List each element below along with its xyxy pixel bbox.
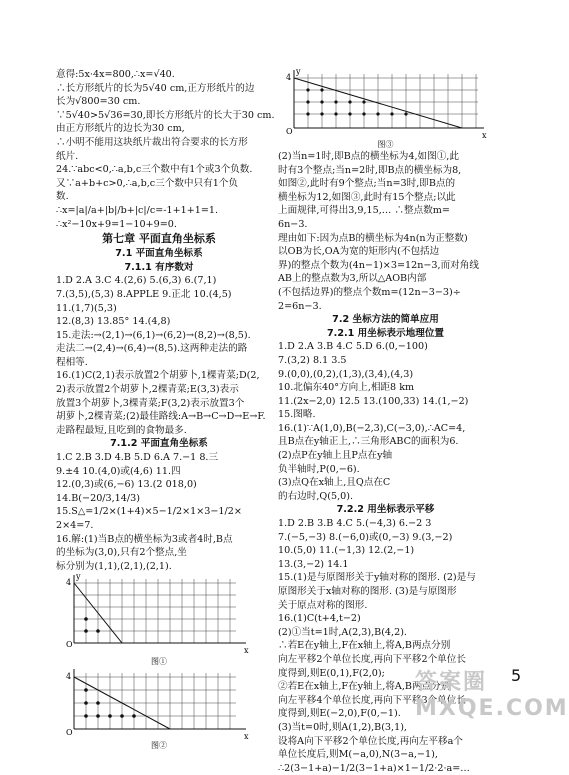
text-line: 1.D 2.A 3.B 4.C 5.D 6.(0,−100)	[278, 341, 428, 353]
text-line: (2)①当t=1时,A(2,3),B(4,2).	[278, 626, 407, 638]
svg-text:O: O	[286, 127, 293, 136]
text-line: 16.解:(1)当B点的横坐标为3或者4时,B点	[56, 533, 233, 545]
text-line: 走法二→(2,4)→(6,4)→(8,5).这两种走法的路	[56, 343, 248, 355]
text-line: 程相等.	[56, 356, 88, 368]
text-line: ∴2(3−1+a)−1/2(3−1+a)×1−1/2·2·a=…	[278, 762, 470, 774]
text-line: 的坐标为(3,0),只有2个整点,坐	[56, 547, 187, 559]
text-line: ∴小明不能用这块纸片裁出符合要求的长方形	[56, 136, 248, 148]
section-7-2-title: 7.2 坐标方法的简单应用	[332, 314, 439, 326]
text-line: 15.S△=1/2×(1+4)×5−1/2×1×3−1/2×	[56, 506, 242, 518]
text-line: 如图②,此时有9个整点;当n=3时,即B点的	[278, 178, 456, 190]
text-line: 度得到,则E(−2,0),F(0,−1).	[278, 708, 401, 720]
text-line: 11.(1,7)(5,3)	[56, 302, 117, 314]
text-line: (2)点P在y轴上且P点在y轴	[278, 450, 393, 462]
right-lines-a	[278, 150, 493, 313]
text-line: 上面规律,可得出3,9,15,… ∴整点数m=	[278, 205, 450, 217]
text-line: 向左平移4个单位长度,再向下平移3个单位长	[278, 694, 466, 706]
text-line: 走路程最短,且吃到的食物最多.	[56, 424, 187, 436]
text-line: 由正方形纸片的边长为30 cm,	[56, 123, 185, 135]
text-line: 1.D 2.A 3.C 4.(2,6) 5.(6,3) 6.(7,1)	[56, 275, 217, 287]
text-line: 10.(5,0) 11.(−1,3) 12.(2,−1)	[278, 545, 415, 557]
text-line: ∵5√40>5√36=30,即长方形纸片的长大于30 cm.	[56, 109, 275, 121]
text-line: 7.(−5,−3) 8.(−6,0)或(0,−3) 9.(3,−2)	[278, 531, 453, 543]
text-line: (3)当t=0时,则A(1,2),B(3,1),	[278, 721, 407, 733]
subsection-7-2-2-title: 7.2.2 用坐标表示平移	[336, 504, 435, 516]
text-line: 标分别为(1,1),(2,1),(2,1).	[56, 560, 172, 572]
text-line: 意得:5x·4x=800,∴x=√40.	[56, 69, 175, 80]
text-line: AB上的整点数为3,所以△AOB内部	[278, 273, 427, 285]
text-line: 12.(8,3) 13.85° 14.(4,8)	[56, 316, 171, 328]
text-line: 7.(3,5),(5,3) 8.APPLE 9.正北 10.(4,5)	[56, 288, 232, 300]
text-line: 9.±4 10.(4,0)或(4,6) 11.四	[56, 465, 181, 477]
text-line: 界)的整点个数为(4n−1)×3=12n−3,而对角线	[278, 259, 479, 271]
figure-1-graph	[56, 573, 262, 657]
text-line: 胡萝卜,2棵青菜;(2)最佳路线:A→B→C→D→E→F.	[56, 411, 266, 423]
page-number: 5	[511, 666, 522, 685]
text-line: 24.∵abc<0,∴a,b,c三个数中有1个或3个负数.	[56, 164, 253, 176]
figure-2-caption: 图②	[151, 741, 167, 751]
text-line: 理由如下:因为点B的横坐标为4n(n为正整数)	[278, 232, 468, 244]
figure-3	[278, 68, 493, 150]
text-line: 长为√800=30 cm.	[56, 96, 141, 108]
text-line: 关于原点对称的图形.	[278, 599, 368, 611]
watermark: 答案圈 MXQE.COM	[415, 670, 569, 721]
svg-text:x: x	[482, 131, 487, 140]
text-line: 12.(0,3)或(6,−6) 13.(2 018,0)	[56, 479, 197, 491]
text-line: 负半轴时,P(0,−6).	[278, 463, 360, 475]
svg-text:x: x	[244, 732, 249, 742]
figure-1	[56, 573, 262, 667]
text-line: 9.(0,0),(0,2),(1,3),(3,4),(4,3)	[278, 368, 414, 380]
text-line: 且B点在y轴正上,∴三角形ABC的面积为6.	[278, 436, 459, 448]
text-line: 2×4=7.	[56, 520, 94, 531]
svg-text:4: 4	[66, 578, 72, 588]
figure-1-caption: 图①	[151, 657, 167, 667]
text-line: ∴长方形纸片的长为5√40 cm,正方形纸片的边	[56, 82, 255, 94]
figure-2	[56, 667, 262, 751]
text-line: 单位长度后,则M(−a,0),N(3−a,−1),	[278, 749, 438, 761]
figure-3-graph	[278, 68, 493, 140]
text-line: 又∵a+b+c>0,∴a,b,c三个数中只有1个负	[56, 177, 238, 189]
text-line: 15.(1)是与原图形关于y轴对称的图形. (2)是与	[278, 572, 476, 584]
text-line: 数.	[56, 191, 69, 203]
svg-text:O: O	[66, 640, 73, 650]
subsection-7-2-1-title: 7.2.1 用坐标表示地理位置	[327, 327, 444, 339]
figure-2-graph	[56, 667, 262, 741]
text-line: 16.(1)C(t+4,t−2)	[278, 613, 361, 625]
text-line: ∴若E在y轴上,F在x轴上,将A,B两点分别	[278, 640, 451, 652]
svg-text:y: y	[76, 572, 81, 582]
text-line: 度得到,则E(0,1),F(2,0);	[278, 667, 385, 679]
text-line: 原图形关于x轴对称的图形. (3)是与原图形	[278, 586, 457, 597]
text-line: 13.(3,−2) 14.1	[278, 558, 349, 570]
text-line: (不包括边界)的整点个数m=(12n−3−3)÷	[278, 286, 461, 298]
text-line: (2)当n=1时,即B点的横坐标为4,如图①,此	[278, 151, 459, 162]
text-line: 横坐标为12,如图③,此时有15个整点;以此	[278, 191, 456, 203]
text-line: 16.(1)C(2,1)表示放置2个胡萝卜,1棵青菜;D(2,	[56, 370, 260, 382]
svg-text:4: 4	[286, 73, 292, 82]
text-line: 10.北偏东40°方向上,相距8 km	[278, 382, 415, 394]
text-line: 以OB为长,OA为宽的矩形内(不包括边	[278, 246, 440, 258]
text-line: 纸片.	[56, 150, 79, 162]
text-line: 向左平移2个单位长度,再向下平移2个单位长	[278, 653, 466, 665]
text-line: 1.C 2.B 3.D 4.B 5.D 6.A 7.−1 8.三	[56, 452, 219, 464]
text-line: 放置3个胡萝卜,3棵青菜;F(3,2)表示放置3个	[56, 397, 245, 409]
left-lines-a	[56, 68, 275, 231]
text-line: 11.(2x−2,0) 12.5 13.(100,33) 14.(1,−2)	[278, 395, 469, 407]
text-line: 6n−3.	[278, 218, 308, 230]
text-line: ∴x²−10x+9=1−10+9=0.	[56, 218, 177, 230]
text-line: 设将A向下平移2个单位长度,再向左平移a个	[278, 735, 463, 747]
left-column	[56, 68, 275, 751]
right-lines-c	[278, 517, 493, 775]
chapter-title: 第七章 平面直角坐标系	[102, 232, 216, 246]
left-lines-c	[56, 451, 262, 573]
svg-text:y: y	[296, 67, 301, 76]
text-line: ∴x=|a|/a+|b|/b+|c|/c=-1+1+1=1.	[56, 204, 219, 216]
text-line: 时有3个整点;当n=2时,即B点的横坐标为8,	[278, 164, 462, 176]
text-line: 的右边时,Q(5,0).	[278, 490, 354, 502]
svg-text:x: x	[244, 646, 249, 656]
left-lines-b	[56, 274, 266, 437]
text-line: 15.图略.	[278, 409, 316, 421]
svg-text:4: 4	[66, 672, 72, 682]
section-7-1-title: 7.1 平面直角坐标系	[115, 248, 203, 260]
subsection-7-1-2-title: 7.1.2 平面直角坐标系	[110, 438, 208, 450]
text-line: 16.(1)∵A(1,0),B(−2,3),C(−3,0),∴AC=4,	[278, 422, 466, 434]
svg-text:O: O	[66, 728, 73, 738]
right-lines-b	[278, 340, 493, 503]
text-line: (3)点Q在x轴上,且Q点在C	[278, 477, 391, 489]
subsection-7-1-1-title: 7.1.1 有序数对	[124, 261, 194, 273]
text-line: 2=6n−3.	[278, 300, 322, 312]
text-line: ②若E在x轴上,F在y轴上,将A,B两点分别	[278, 681, 451, 693]
text-line: 14.B(−20/3,14/3)	[56, 492, 140, 504]
text-line: 1.D 2.B 3.B 4.C 5.(−4,3) 6.−2 3	[278, 518, 432, 530]
text-line: 2)表示放置2个胡萝卜,2棵青菜;E(3,3)表示	[56, 384, 239, 396]
text-line: 15.走法:→(2,1)→(6,1)→(6,2)→(8,2)→(8,5).	[56, 329, 251, 341]
text-line: 7.(3,2) 8.1 3.5	[278, 354, 347, 366]
figure-3-caption: 图③	[377, 140, 394, 149]
